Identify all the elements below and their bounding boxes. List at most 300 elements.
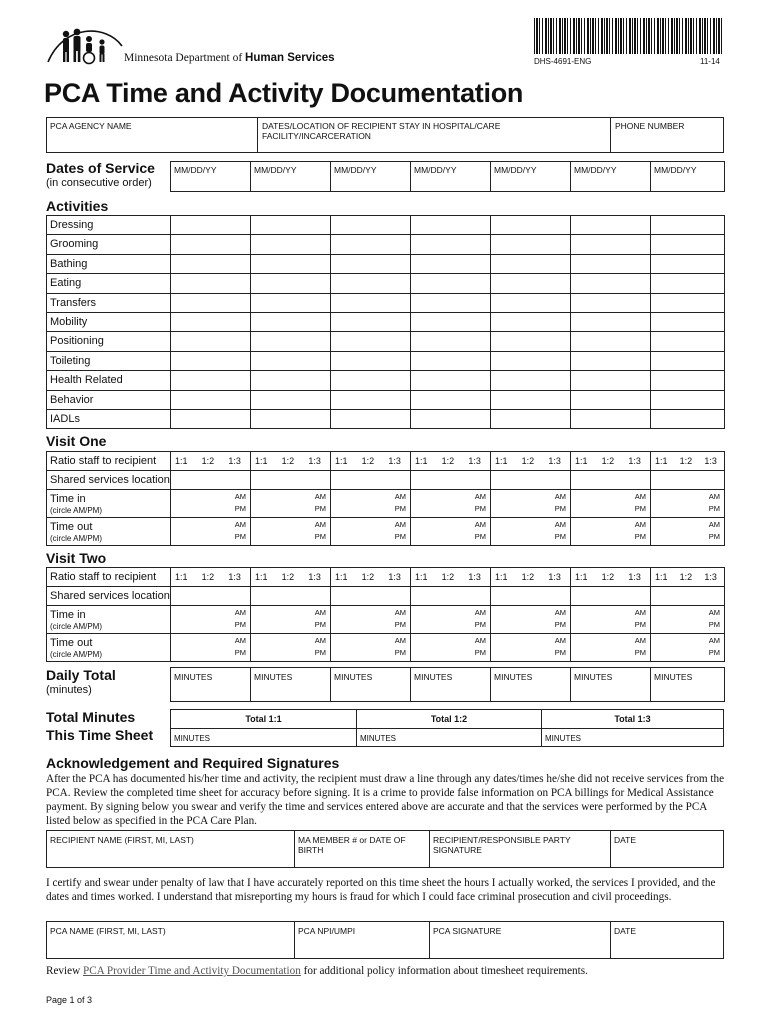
daily-total-cell[interactable] xyxy=(170,667,251,702)
signature-field-label: DATE xyxy=(614,926,637,936)
activity-cell[interactable] xyxy=(250,370,331,390)
activity-cell[interactable] xyxy=(170,312,251,332)
activity-cell[interactable] xyxy=(570,273,651,293)
ratio-option[interactable]: 1:1 xyxy=(655,456,668,466)
time-cell[interactable] xyxy=(330,517,411,546)
minutes-unit: MINUTES xyxy=(545,734,581,743)
ratio-cell[interactable] xyxy=(330,567,411,587)
ratio-option[interactable]: 1:3 xyxy=(704,572,717,582)
pm-option[interactable]: PM xyxy=(474,620,486,629)
time-cell[interactable] xyxy=(570,633,651,662)
shared-location-cell[interactable] xyxy=(490,586,571,606)
ratio-option[interactable]: 1:1 xyxy=(415,572,428,582)
daily-total-cell[interactable] xyxy=(410,667,491,702)
time-cell[interactable] xyxy=(570,489,651,518)
time-cell[interactable] xyxy=(170,517,251,546)
time-cell[interactable] xyxy=(650,633,725,662)
activity-cell[interactable] xyxy=(650,390,725,410)
ratio-option[interactable]: 1:1 xyxy=(175,572,188,582)
activity-cell[interactable] xyxy=(170,234,251,254)
activity-cell[interactable] xyxy=(490,254,571,274)
total-ratio-header xyxy=(170,709,357,729)
ratio-option[interactable]: 1:2 xyxy=(679,456,693,466)
pm-option[interactable]: PM xyxy=(394,620,406,629)
shared-location-cell[interactable] xyxy=(410,470,491,490)
ratio-option[interactable]: 1:3 xyxy=(468,572,481,582)
am-option[interactable]: AM xyxy=(394,492,406,501)
shared-location-cell[interactable] xyxy=(330,586,411,606)
time-cell[interactable] xyxy=(490,489,571,518)
activity-cell[interactable] xyxy=(170,215,251,235)
date-placeholder: MM/DD/YY xyxy=(254,165,297,175)
time-cell[interactable] xyxy=(250,489,331,518)
total-minutes-cell[interactable] xyxy=(541,728,724,747)
pm-option[interactable]: PM xyxy=(234,648,246,657)
activity-cell[interactable] xyxy=(410,331,491,351)
total-ratio-header xyxy=(541,709,724,729)
date-placeholder: MM/DD/YY xyxy=(414,165,457,175)
am-option[interactable]: AM xyxy=(634,520,646,529)
am-option[interactable]: AM xyxy=(474,520,486,529)
total-ratio-label: Total 1:2 xyxy=(430,714,468,724)
activity-cell[interactable] xyxy=(490,215,571,235)
daily-total-cell[interactable] xyxy=(330,667,411,702)
activity-cell[interactable] xyxy=(250,254,331,274)
minutes-unit: MINUTES xyxy=(174,672,213,682)
minutes-unit: MINUTES xyxy=(334,672,373,682)
time-cell[interactable] xyxy=(650,517,725,546)
pm-option[interactable]: PM xyxy=(554,532,566,541)
activity-label: Bathing xyxy=(46,254,170,274)
am-option[interactable]: AM xyxy=(394,608,406,617)
activity-cell[interactable] xyxy=(490,409,571,429)
am-option[interactable]: AM xyxy=(554,492,566,501)
signature-field[interactable] xyxy=(429,921,611,959)
am-option[interactable]: AM xyxy=(234,608,246,617)
am-option[interactable]: AM xyxy=(234,492,246,501)
time-cell[interactable] xyxy=(250,605,331,634)
daily-total-cell[interactable] xyxy=(250,667,331,702)
activity-cell[interactable] xyxy=(330,293,411,313)
time-cell[interactable] xyxy=(410,517,491,546)
pm-option[interactable]: PM xyxy=(474,504,486,513)
activity-cell[interactable] xyxy=(650,409,725,429)
ratio-option[interactable]: 1:2 xyxy=(679,572,693,582)
ratio-option[interactable]: 1:2 xyxy=(601,572,615,582)
acknowledgement-title: Acknowledgement and Required Signatures xyxy=(46,755,340,771)
ratio-option[interactable]: 1:1 xyxy=(575,572,588,582)
ratio-option[interactable]: 1:3 xyxy=(308,572,321,582)
pm-option[interactable]: PM xyxy=(474,532,486,541)
activity-cell[interactable] xyxy=(410,370,491,390)
pm-option[interactable]: PM xyxy=(634,504,646,513)
total-minutes-cell[interactable] xyxy=(170,728,357,747)
activity-cell[interactable] xyxy=(250,351,331,371)
activity-cell[interactable] xyxy=(490,351,571,371)
shared-location-cell[interactable] xyxy=(570,586,651,606)
activity-cell[interactable] xyxy=(410,254,491,274)
ratio-option[interactable]: 1:3 xyxy=(308,456,321,466)
ratio-option[interactable]: 1:1 xyxy=(495,456,508,466)
activity-cell[interactable] xyxy=(170,390,251,410)
activity-cell[interactable] xyxy=(570,331,651,351)
activity-cell[interactable] xyxy=(170,370,251,390)
ratio-option[interactable]: 1:2 xyxy=(521,572,535,582)
ratio-option[interactable]: 1:2 xyxy=(521,456,535,466)
activity-cell[interactable] xyxy=(170,331,251,351)
activity-cell[interactable] xyxy=(650,293,725,313)
ratio-option[interactable]: 1:1 xyxy=(415,456,428,466)
time-cell[interactable] xyxy=(490,633,571,662)
activity-cell[interactable] xyxy=(250,234,331,254)
am-option[interactable]: AM xyxy=(634,636,646,645)
activity-cell[interactable] xyxy=(330,234,411,254)
pm-option[interactable]: PM xyxy=(634,532,646,541)
time-cell[interactable] xyxy=(490,605,571,634)
ratio-option[interactable]: 1:1 xyxy=(575,456,588,466)
shared-location-cell[interactable] xyxy=(650,586,725,606)
phone-number-field[interactable] xyxy=(610,117,724,153)
certify-paragraph: I certify and swear under penalty of law that I have accurately reported on this time sheet the hours I actually worked, the services I provided, and the dates and times worked. I understand that misreporting my hours is fraud for which I could face criminal prosecution and civil proceedings. xyxy=(46,877,716,903)
signature-field[interactable] xyxy=(294,830,430,868)
activity-cell[interactable] xyxy=(570,351,651,371)
activity-cell[interactable] xyxy=(570,293,651,313)
time-cell[interactable] xyxy=(410,633,491,662)
pm-option[interactable]: PM xyxy=(634,648,646,657)
in-row-label xyxy=(46,605,170,634)
am-option[interactable]: AM xyxy=(474,608,486,617)
ratio-option[interactable]: 1:2 xyxy=(281,572,295,582)
ratio-option[interactable]: 1:2 xyxy=(601,456,615,466)
visit-one-title: Visit One xyxy=(46,433,107,449)
am-option[interactable]: AM xyxy=(394,520,406,529)
page-title: PCA Time and Activity Documentation xyxy=(44,78,524,108)
ratio-option[interactable]: 1:3 xyxy=(704,456,717,466)
ratio-option[interactable]: 1:2 xyxy=(361,456,375,466)
signature-field[interactable] xyxy=(429,830,611,868)
pm-option[interactable]: PM xyxy=(234,504,246,513)
dates-of-service-title: Dates of Service xyxy=(46,160,155,176)
ratio-option[interactable]: 1:3 xyxy=(468,456,481,466)
activity-cell[interactable] xyxy=(250,215,331,235)
am-option[interactable]: AM xyxy=(314,520,326,529)
activity-cell[interactable] xyxy=(650,351,725,371)
pm-option[interactable]: PM xyxy=(554,504,566,513)
acknowledgement-paragraph: After the PCA has documented his/her time and activity, the recipient must draw a line through any dates/times he/she did not receive services from the PCA. Review the completed time sheet for accuracy before signing. It is a crime to provide false information on PCA billings for Medical Assistance payment. By signing below you swear and verify the time and services entered above are accurate and that the services were performed by the PCA listed below as specified in the PCA Care Plan. xyxy=(46,773,725,827)
activity-cell[interactable] xyxy=(650,273,725,293)
activity-cell[interactable] xyxy=(570,234,651,254)
activity-cell[interactable] xyxy=(650,312,725,332)
pm-option[interactable]: PM xyxy=(474,648,486,657)
activity-cell[interactable] xyxy=(570,390,651,410)
activity-cell[interactable] xyxy=(570,312,651,332)
time-cell[interactable] xyxy=(250,633,331,662)
pm-option[interactable]: PM xyxy=(554,620,566,629)
am-option[interactable]: AM xyxy=(554,608,566,617)
activity-cell[interactable] xyxy=(490,273,571,293)
ratio-label: Ratio staff to recipient xyxy=(50,455,157,467)
activity-cell[interactable] xyxy=(250,409,331,429)
activity-cell[interactable] xyxy=(330,215,411,235)
shared-location-cell[interactable] xyxy=(170,470,251,490)
am-option[interactable]: AM xyxy=(708,608,720,617)
shared-row-label xyxy=(46,586,170,606)
activity-cell[interactable] xyxy=(650,234,725,254)
date-of-service-cell[interactable] xyxy=(570,161,651,192)
total-minutes-title xyxy=(46,708,153,744)
ratio-cell[interactable] xyxy=(570,567,651,587)
ratio-cell[interactable] xyxy=(330,451,411,471)
activity-cell[interactable] xyxy=(330,390,411,410)
ratio-option[interactable]: 1:2 xyxy=(281,456,295,466)
ratio-option[interactable]: 1:3 xyxy=(548,572,561,582)
activity-cell[interactable] xyxy=(570,254,651,274)
signature-field[interactable] xyxy=(46,921,295,959)
signature-field-label: RECIPIENT/RESPONSIBLE PARTY SIGNATURE xyxy=(433,835,571,855)
activity-cell[interactable] xyxy=(410,273,491,293)
time-cell[interactable] xyxy=(170,633,251,662)
minutes-unit: MINUTES xyxy=(654,672,693,682)
daily-total-cell[interactable] xyxy=(650,667,725,702)
activity-cell[interactable] xyxy=(250,390,331,410)
pm-option[interactable]: PM xyxy=(314,532,326,541)
agency-name-field[interactable] xyxy=(46,117,258,153)
daily-total-cell[interactable] xyxy=(490,667,571,702)
signature-field[interactable] xyxy=(46,830,295,868)
minutes-unit: MINUTES xyxy=(174,734,210,743)
activity-cell[interactable] xyxy=(410,234,491,254)
ratio-option[interactable]: 1:1 xyxy=(255,456,268,466)
am-option[interactable]: AM xyxy=(394,636,406,645)
ratio-cell[interactable] xyxy=(570,451,651,471)
pm-option[interactable]: PM xyxy=(708,504,720,513)
activity-cell[interactable] xyxy=(330,409,411,429)
policy-link[interactable]: PCA Provider Time and Activity Documentation xyxy=(82,965,301,977)
ratio-option[interactable]: 1:1 xyxy=(335,456,348,466)
ratio-option[interactable]: 1:3 xyxy=(388,456,401,466)
am-option[interactable]: AM xyxy=(708,520,720,529)
form-date: 11-14 xyxy=(700,57,720,66)
activity-cell[interactable] xyxy=(330,273,411,293)
time-cell[interactable] xyxy=(570,517,651,546)
shared-location-cell[interactable] xyxy=(250,470,331,490)
date-of-service-cell[interactable] xyxy=(330,161,411,192)
pm-option[interactable]: PM xyxy=(708,620,720,629)
shared-location-cell[interactable] xyxy=(330,470,411,490)
time-out-label: Time out xyxy=(50,637,93,649)
ratio-row-label xyxy=(46,567,170,587)
activity-cell[interactable] xyxy=(170,273,251,293)
activity-cell[interactable] xyxy=(650,215,725,235)
activity-cell[interactable] xyxy=(250,273,331,293)
am-option[interactable]: AM xyxy=(314,608,326,617)
out-row-label xyxy=(46,633,170,662)
pm-option[interactable]: PM xyxy=(708,648,720,657)
ratio-cell[interactable] xyxy=(490,451,571,471)
am-option[interactable]: AM xyxy=(554,520,566,529)
ratio-option[interactable]: 1:1 xyxy=(655,572,668,582)
ratio-option[interactable]: 1:3 xyxy=(628,572,641,582)
ratio-cell[interactable] xyxy=(250,567,331,587)
shared-location-cell[interactable] xyxy=(170,586,251,606)
circle-am-pm-note: (circle AM/PM) xyxy=(50,622,102,631)
activity-cell[interactable] xyxy=(410,351,491,371)
time-cell[interactable] xyxy=(650,489,725,518)
time-cell[interactable] xyxy=(650,605,725,634)
date-of-service-cell[interactable] xyxy=(250,161,331,192)
signature-field-label: PCA NPI/UMPI xyxy=(298,926,356,936)
barcode xyxy=(534,18,724,54)
activity-cell[interactable] xyxy=(250,331,331,351)
ratio-option[interactable]: 1:3 xyxy=(628,456,641,466)
activity-cell[interactable] xyxy=(650,331,725,351)
ratio-option[interactable]: 1:2 xyxy=(441,456,455,466)
signature-field[interactable] xyxy=(610,921,724,959)
am-option[interactable]: AM xyxy=(634,608,646,617)
shared-location-cell[interactable] xyxy=(410,586,491,606)
activity-cell[interactable] xyxy=(410,293,491,313)
ratio-cell[interactable] xyxy=(650,567,725,587)
am-option[interactable]: AM xyxy=(554,636,566,645)
activity-cell[interactable] xyxy=(410,390,491,410)
ratio-option[interactable]: 1:2 xyxy=(361,572,375,582)
pm-option[interactable]: PM xyxy=(234,620,246,629)
pm-option[interactable]: PM xyxy=(314,620,326,629)
shared-location-cell[interactable] xyxy=(250,586,331,606)
ratio-option[interactable]: 1:1 xyxy=(175,456,188,466)
date-of-service-cell[interactable] xyxy=(490,161,571,192)
am-option[interactable]: AM xyxy=(708,492,720,501)
activity-cell[interactable] xyxy=(330,254,411,274)
activity-cell[interactable] xyxy=(410,215,491,235)
am-option[interactable]: AM xyxy=(708,636,720,645)
shared-location-cell[interactable] xyxy=(570,470,651,490)
time-cell[interactable] xyxy=(250,517,331,546)
time-cell[interactable] xyxy=(570,605,651,634)
activity-cell[interactable] xyxy=(250,312,331,332)
shared-row-label xyxy=(46,470,170,490)
activity-cell[interactable] xyxy=(490,370,571,390)
time-cell[interactable] xyxy=(410,605,491,634)
activity-cell[interactable] xyxy=(490,293,571,313)
activity-cell[interactable] xyxy=(250,293,331,313)
signature-field[interactable] xyxy=(294,921,430,959)
activity-cell[interactable] xyxy=(170,254,251,274)
activity-label: Toileting xyxy=(46,351,170,371)
pm-option[interactable]: PM xyxy=(314,648,326,657)
time-cell[interactable] xyxy=(170,489,251,518)
ratio-option[interactable]: 1:2 xyxy=(441,572,455,582)
time-cell[interactable] xyxy=(170,605,251,634)
activity-cell[interactable] xyxy=(170,409,251,429)
activity-cell[interactable] xyxy=(570,409,651,429)
date-of-service-cell[interactable] xyxy=(410,161,491,192)
dates-location-field[interactable] xyxy=(257,117,611,153)
ratio-cell[interactable] xyxy=(650,451,725,471)
activity-cell[interactable] xyxy=(570,370,651,390)
activity-cell[interactable] xyxy=(330,312,411,332)
date-placeholder: MM/DD/YY xyxy=(654,165,697,175)
shared-location-cell[interactable] xyxy=(490,470,571,490)
am-option[interactable]: AM xyxy=(474,492,486,501)
activity-cell[interactable] xyxy=(650,370,725,390)
am-option[interactable]: AM xyxy=(234,520,246,529)
ratio-option[interactable]: 1:3 xyxy=(228,572,241,582)
ratio-option[interactable]: 1:2 xyxy=(201,456,215,466)
ratio-cell[interactable] xyxy=(170,567,251,587)
ratio-cell[interactable] xyxy=(410,567,491,587)
review-note xyxy=(46,965,588,977)
am-option[interactable]: AM xyxy=(314,636,326,645)
date-of-service-cell[interactable] xyxy=(650,161,725,192)
ratio-cell[interactable] xyxy=(250,451,331,471)
pm-option[interactable]: PM xyxy=(314,504,326,513)
activity-cell[interactable] xyxy=(410,409,491,429)
time-cell[interactable] xyxy=(490,517,571,546)
ratio-option[interactable]: 1:1 xyxy=(255,572,268,582)
daily-total-cell[interactable] xyxy=(570,667,651,702)
activity-cell[interactable] xyxy=(330,331,411,351)
signature-field[interactable] xyxy=(610,830,724,868)
daily-total-subtitle: (minutes) xyxy=(46,684,92,696)
total-minutes-cell[interactable] xyxy=(356,728,542,747)
activity-cell[interactable] xyxy=(490,331,571,351)
ratio-option[interactable]: 1:1 xyxy=(335,572,348,582)
pm-option[interactable]: PM xyxy=(634,620,646,629)
time-cell[interactable] xyxy=(410,489,491,518)
ratio-option[interactable]: 1:3 xyxy=(228,456,241,466)
am-option[interactable]: AM xyxy=(314,492,326,501)
ratio-cell[interactable] xyxy=(490,567,571,587)
time-cell[interactable] xyxy=(330,489,411,518)
minutes-unit: MINUTES xyxy=(574,672,613,682)
activity-cell[interactable] xyxy=(330,351,411,371)
activity-cell[interactable] xyxy=(490,234,571,254)
ratio-option[interactable]: 1:1 xyxy=(495,572,508,582)
activity-cell[interactable] xyxy=(170,293,251,313)
ratio-option[interactable]: 1:3 xyxy=(388,572,401,582)
ratio-option[interactable]: 1:2 xyxy=(201,572,215,582)
activity-cell[interactable] xyxy=(490,312,571,332)
pm-option[interactable]: PM xyxy=(708,532,720,541)
activity-cell[interactable] xyxy=(330,370,411,390)
activity-cell[interactable] xyxy=(410,312,491,332)
pm-option[interactable]: PM xyxy=(394,648,406,657)
pm-option[interactable]: PM xyxy=(234,532,246,541)
time-cell[interactable] xyxy=(330,633,411,662)
am-option[interactable]: AM xyxy=(234,636,246,645)
pm-option[interactable]: PM xyxy=(394,532,406,541)
activity-cell[interactable] xyxy=(570,215,651,235)
activity-cell[interactable] xyxy=(650,254,725,274)
date-of-service-cell[interactable] xyxy=(170,161,251,192)
ratio-option[interactable]: 1:3 xyxy=(548,456,561,466)
time-cell[interactable] xyxy=(330,605,411,634)
pm-option[interactable]: PM xyxy=(394,504,406,513)
shared-location-cell[interactable] xyxy=(650,470,725,490)
time-in-label: Time in xyxy=(50,493,86,505)
minutes-unit: MINUTES xyxy=(254,672,293,682)
pm-option[interactable]: PM xyxy=(554,648,566,657)
ratio-cell[interactable] xyxy=(410,451,491,471)
activity-cell[interactable] xyxy=(490,390,571,410)
activity-cell[interactable] xyxy=(170,351,251,371)
am-option[interactable]: AM xyxy=(474,636,486,645)
am-option[interactable]: AM xyxy=(634,492,646,501)
ratio-cell[interactable] xyxy=(170,451,251,471)
activity-label: Eating xyxy=(46,273,170,293)
shared-location-label: Shared services location xyxy=(50,474,170,486)
